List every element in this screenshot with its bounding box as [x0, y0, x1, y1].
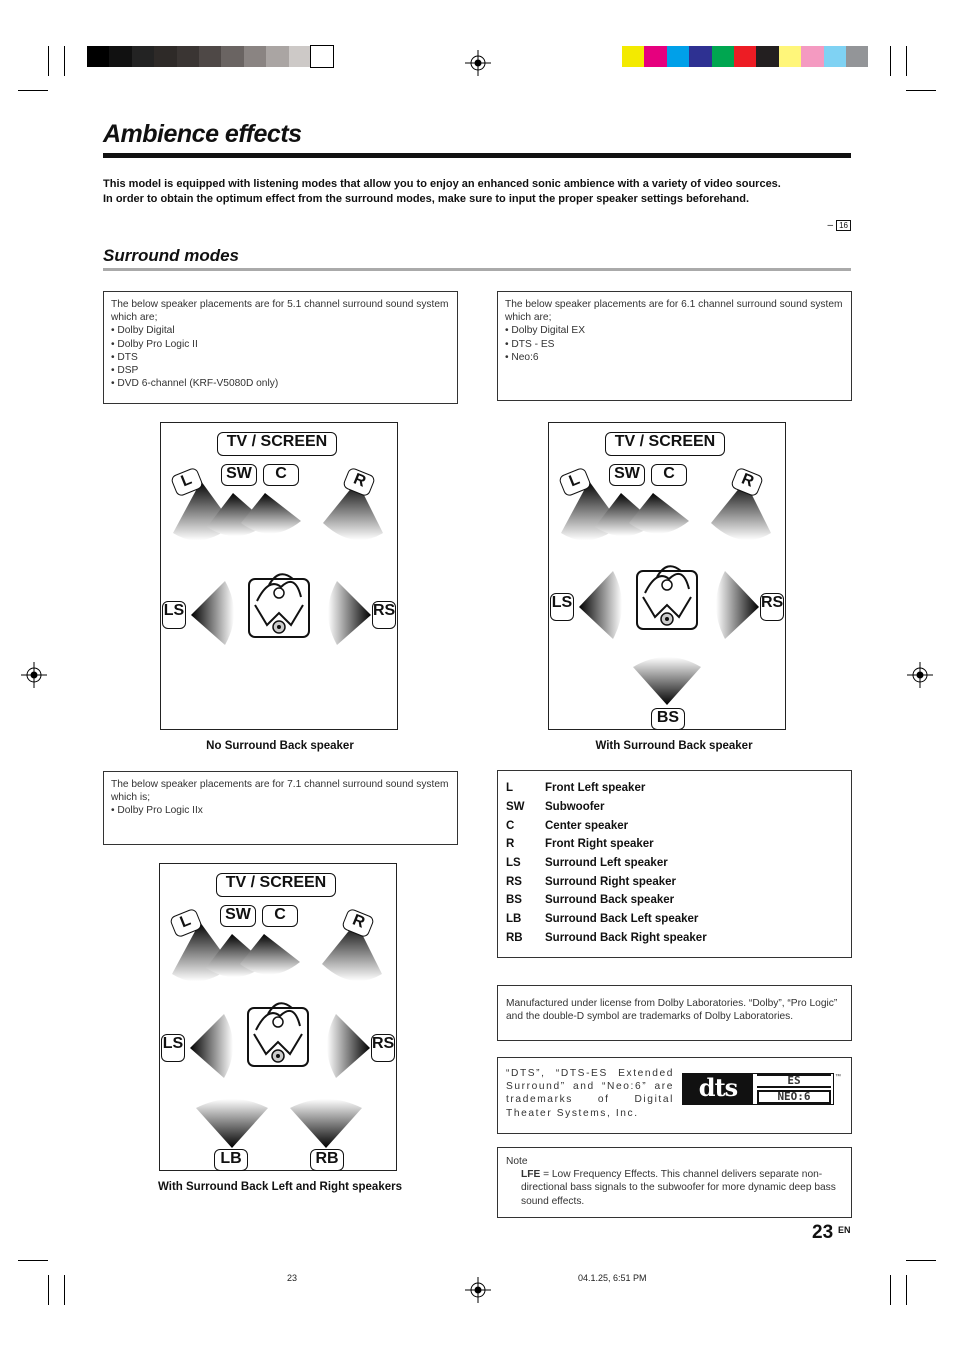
surround-right-label: RS — [372, 601, 396, 629]
legend-abbr: SW — [506, 801, 525, 814]
legend-abbr: BS — [506, 894, 522, 907]
legend-row — [506, 816, 843, 835]
calibration-swatch — [221, 46, 243, 67]
speaker-legend — [497, 770, 852, 958]
calibration-swatch — [177, 46, 199, 67]
legend-abbr: LB — [506, 913, 522, 926]
intro-text — [103, 177, 851, 207]
note-term: LFE — [521, 1169, 541, 1181]
calibration-swatch — [289, 46, 311, 67]
center-label: C — [263, 464, 299, 486]
title-rule — [103, 153, 851, 158]
listener-icon — [637, 566, 697, 629]
calibration-swatch — [801, 46, 823, 67]
list-item: • Dolby Digital — [111, 324, 450, 337]
legend-name: Subwoofer — [545, 801, 605, 814]
speaker-diagram-7-1 — [159, 863, 397, 1171]
surround-right-label: RS — [371, 1034, 395, 1062]
dolby-notice-text: Manufactured under license from Dolby Laboratories. “Dolby”, “Pro Logic” and the double-D symbol are trademarks of Dolby Laboratories. — [506, 998, 838, 1023]
calibration-swatch — [266, 46, 288, 67]
legend-abbr: L — [506, 782, 514, 795]
intro-line-2: In order to obtain the optimum effect from the surround modes, make sure to input the proper speaker settings beforehand. — [103, 193, 750, 205]
calibration-swatch — [846, 46, 868, 67]
registration-mark-icon — [21, 662, 47, 688]
speaker-cone-surround-back-right — [290, 1099, 362, 1148]
calibration-swatch — [199, 46, 221, 67]
speaker-cone-surround-back — [633, 657, 701, 705]
subwoofer-label: SW — [221, 464, 257, 486]
legend-name: Front Left speaker — [545, 782, 646, 795]
legend-name: Front Right speaker — [545, 838, 654, 851]
speaker-cone-center — [240, 934, 300, 975]
tv-screen-label: TV / SCREEN — [605, 432, 725, 456]
list-item: • Dolby Pro Logic II — [111, 338, 450, 351]
center-label: C — [651, 464, 687, 486]
list-item: • DTS - ES — [505, 338, 844, 351]
speaker-cone-surround-left — [190, 1014, 233, 1078]
page-number: 23 — [812, 1222, 834, 1243]
section-title: Surround modes — [103, 246, 240, 265]
list-item: • Dolby Digital EX — [505, 324, 844, 337]
legend-row — [506, 872, 843, 891]
speaker-cone-center — [241, 493, 301, 534]
front-right-label: R — [730, 467, 764, 498]
info-box-intro: The below speaker placements are for 6.1 channel surround sound system which are; — [505, 299, 843, 324]
dolby-trademark-notice — [497, 985, 852, 1041]
subwoofer-label: SW — [609, 464, 645, 486]
legend-row — [506, 835, 843, 854]
section-rule — [103, 268, 851, 271]
page-reference-dash: – — [827, 220, 834, 231]
dts-logo-es: ES — [757, 1074, 831, 1088]
center-label: C — [262, 905, 298, 927]
legend-name: Surround Back Left speaker — [545, 913, 699, 926]
info-box-6-1 — [497, 291, 852, 401]
speaker-cone-surround-left — [191, 581, 234, 645]
surround-left-label: LS — [550, 593, 574, 621]
surround-left-label: LS — [162, 601, 186, 629]
list-item: • DVD 6-channel (KRF-V5080D only) — [111, 377, 450, 390]
speaker-cone-surround-right — [716, 571, 759, 639]
legend-abbr: C — [506, 819, 515, 832]
note-title: Note — [506, 1156, 528, 1167]
legend-abbr: RS — [506, 875, 522, 888]
tv-screen-label: TV / SCREEN — [216, 873, 336, 897]
speaker-diagram-6-1 — [548, 422, 786, 730]
calibration-swatch — [712, 46, 734, 67]
registration-mark-icon — [465, 1277, 491, 1303]
calibration-swatch — [87, 46, 109, 67]
surround-back-right-label: RB — [310, 1149, 344, 1171]
surround-back-left-label: LB — [214, 1149, 248, 1171]
calibration-swatch — [756, 46, 778, 67]
note-body — [506, 1168, 843, 1208]
front-left-label: L — [558, 467, 592, 498]
trademark-symbol: ™ — [835, 1074, 841, 1080]
list-item: • DSP — [111, 364, 450, 377]
footer-timestamp: 04.1.25, 6:51 PM — [578, 1273, 647, 1283]
legend-row — [506, 798, 843, 817]
legend-name: Surround Right speaker — [545, 875, 676, 888]
legend-name: Surround Left speaker — [545, 857, 668, 870]
info-box-intro: The below speaker placements are for 7.1 channel surround sound system which is; — [111, 779, 449, 804]
calibration-swatch — [734, 46, 756, 67]
info-box-5-1 — [103, 291, 458, 404]
diagram-caption: With Surround Back Left and Right speakers — [158, 1181, 402, 1193]
surround-back-label: BS — [651, 708, 685, 730]
registration-mark-icon — [465, 50, 491, 76]
calibration-swatch — [244, 46, 266, 67]
listener-icon — [248, 1003, 308, 1066]
speaker-cone-surround-right — [328, 581, 371, 645]
subwoofer-label: SW — [220, 905, 256, 927]
list-item: • Dolby Pro Logic IIx — [111, 804, 450, 817]
footer-page: 23 — [287, 1273, 298, 1283]
legend-abbr: RB — [506, 931, 523, 944]
dts-notice-text: “DTS”, “DTS-ES Extended Surround” and “Neo:6” are trademarks of Digital Theater Systems, Inc. — [506, 1068, 674, 1119]
calibration-swatch — [689, 46, 711, 67]
speaker-cone-surround-back-left — [196, 1099, 268, 1148]
dts-logo-word: dts — [683, 1074, 753, 1104]
diagram-caption: No Surround Back speaker — [206, 740, 354, 752]
info-box-7-1 — [103, 771, 458, 845]
calibration-swatch — [644, 46, 666, 67]
diagram-caption: With Surround Back speaker — [595, 740, 753, 752]
list-item: • DTS — [111, 351, 450, 364]
legend-name: Surround Back speaker — [545, 894, 675, 907]
front-right-label: R — [342, 467, 376, 498]
intro-line-1: This model is equipped with listening modes that allow you to enjoy an enhanced sonic ambience with a variety of video sources. — [103, 178, 781, 190]
legend-name: Center speaker — [545, 819, 629, 832]
surround-left-label: LS — [161, 1034, 185, 1062]
calibration-swatch — [622, 46, 644, 67]
speaker-cone-surround-right — [327, 1014, 370, 1078]
page-title: Ambience effects — [103, 120, 302, 148]
speaker-cone-surround-left — [579, 571, 622, 639]
info-box-intro: The below speaker placements are for 5.1 channel surround sound system which are; — [111, 299, 449, 324]
surround-right-label: RS — [760, 593, 784, 621]
registration-mark-icon — [907, 662, 933, 688]
page-language: EN — [838, 1225, 851, 1235]
speaker-diagram-5-1 — [160, 422, 398, 730]
listener-icon — [249, 574, 309, 637]
dts-trademark-notice — [497, 1057, 852, 1134]
dts-logo — [682, 1073, 834, 1105]
speaker-cone-center — [629, 493, 689, 534]
front-left-label: L — [169, 908, 203, 939]
legend-row — [506, 854, 843, 873]
calibration-swatch — [154, 46, 176, 67]
calibration-swatch — [779, 46, 801, 67]
legend-row — [506, 891, 843, 910]
calibration-swatch — [667, 46, 689, 67]
legend-abbr: LS — [506, 857, 521, 870]
page-reference-icon: 16 — [836, 220, 851, 231]
legend-row — [506, 910, 843, 929]
list-item: • Neo:6 — [505, 351, 844, 364]
lfe-note — [497, 1147, 852, 1218]
front-left-label: L — [170, 467, 204, 498]
tv-screen-label: TV / SCREEN — [217, 432, 337, 456]
calibration-swatch — [824, 46, 846, 67]
legend-name: Surround Back Right speaker — [545, 931, 707, 944]
legend-row — [506, 779, 843, 798]
page-reference — [828, 220, 851, 231]
front-right-label: R — [341, 908, 375, 939]
note-text: = Low Frequency Effects. This channel delivers separate non-directional bass signals to the subwoofer for more dynamic deep bass sound effects. — [521, 1169, 836, 1207]
legend-abbr: R — [506, 838, 515, 851]
legend-row — [506, 929, 843, 948]
dts-logo-neo6: NEO:6 — [757, 1090, 831, 1104]
calibration-swatch — [109, 46, 131, 67]
calibration-swatch — [132, 46, 154, 67]
calibration-swatch — [311, 46, 333, 67]
